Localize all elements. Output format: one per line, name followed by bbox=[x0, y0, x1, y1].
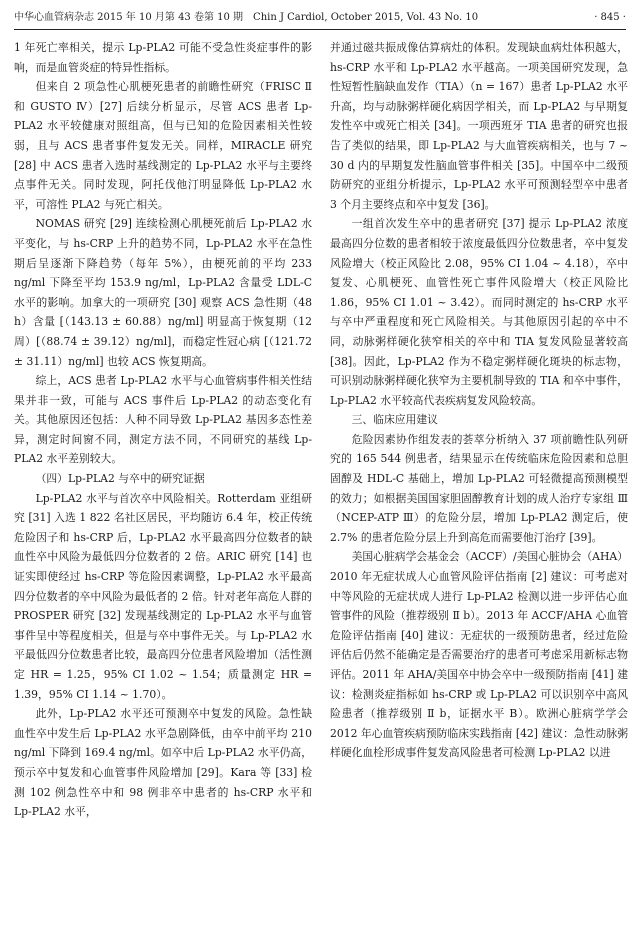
running-head bbox=[14, 9, 626, 27]
section-heading: 三、临床应用建议 bbox=[351, 413, 438, 427]
right-column bbox=[330, 38, 628, 763]
paragraph: 综上，ACS 患者 Lp-PLA2 水平与心血管病事件相关性结果并非一致，可能与 ACS 事件后 Lp-PLA2 的动态变化有关。其他原因还包括：人种不同导致 Lp-PLA2 基因多态性差异，测定时间窗不同，测定方法不同，不同研究的基线 Lp-PLA2 水平差别较大。 bbox=[14, 374, 312, 466]
paragraph: 美国心脏病学会基金会（ACCF）/美国心脏协会（AHA）2010 年无症状成人心血管风险评估指南 [2] 建议：可考虑对中等风险的无症状成人进行 Lp-PLA2 检测以进一步评估心血管事件的风险（推荐级别 Ⅱ b）。2013 年 ACCF/AHA 心血管危险评估指南 [40] 建议：无症状的一级预防患者，经过危险评估后仍然不能确定是否需要治疗的患者可考虑采用新标志物评估。2011 年 AHA/美国卒中协会卒中一级预防指南 [41] 建议：检测炎症指标如 hs-CRP 或 Lp-PLA2 可以识别卒中高风险患者（推荐级别 Ⅱ b，证据水平 B）。欧洲心脏病学学会 2012 年心血管疾病预防临床实践指南 [42] 建议：急性动脉粥样硬化血栓形成事件复发高风险患者可检测 Lp-PLA2 以进 bbox=[330, 550, 628, 760]
paragraph: 一组首次发生卒中的患者研究 [37] 提示 Lp-PLA2 浓度最高四分位数的患者相较于浓度最低四分位数患者，卒中复发风险增大（校正风险比 2.08，95% CI 1.04 ~ 4.18），卒中复发、心肌梗死、血管性死亡事件风险增大（校正风险比 1.86，95% CI 1.01 ~ 3.42）。而同时测定的 hs-CRP 水平与卒中严重程度和死亡风险相关。与其他原因引起的卒中不同，动脉粥样硬化狭窄相关的卒中和 TIA 复发风险显著较高 [38]。因此，Lp-PLA2 作为不稳定粥样硬化斑块的标志物，可识别动脉粥样硬化狭窄为主要机制导致的 TIA 和卒中事件，Lp-PLA2 水平较高代表疾病复发风险较高。 bbox=[330, 217, 628, 407]
paragraph: 但来自 2 项急性心肌梗死患者的前瞻性研究（FRISC Ⅱ 和 GUSTO Ⅳ）[27] 后续分析显示，尽管 ACS 患者 Lp-PLA2 水平较健康对照组高，但与已知的危险因素相关性较弱，且与 ACS 患者事件复发无关。同样，MIRACLE 研究 [28] 中 ACS 患者入选时基线测定的 Lp-PLA2 水平与主要终点事件无关。同时发现，阿托伐他汀明显降低 Lp-PLA2 水平，可溶性 PLA2 与死亡相关。 bbox=[14, 80, 312, 211]
paragraph: 并通过磁共振成像估算病灶的体积。发现缺血病灶体积越大，hs-CRP 水平和 Lp-PLA2 水平越高。一项美国研究发现，急性短暂性脑缺血发作（TIA）（n = 167）患者 Lp-PLA2 水平升高，均与动脉粥样硬化病因学相关，而 Lp-PLA2 与早期复发性卒中或死亡相关 [34]。一项西班牙 TIA 患者的研究也报告了类似的结果，即 Lp-PLA2 与大血管疾病相关，也与 7 ~ 30 d 内的早期复发性脑血管事件相关 [35]。中国卒中二级预防研究的亚组分析提示，Lp-PLA2 水平可预测轻型卒中患者 3 个月主要终点和卒中复发 [36]。 bbox=[330, 41, 628, 211]
journal-citation: 中华心血管病杂志 2015 年 10 月第 43 卷第 10 期 Chin J Cardiol, October 2015, Vol. 43 No. 10 bbox=[14, 12, 479, 23]
paragraph: NOMAS 研究 [29] 连续检测心肌梗死前后 Lp-PLA2 水平变化，与 hs-CRP 上升的趋势不同，Lp-PLA2 水平在急性期后呈逐渐下降趋势（每年 5%），由梗死前的平均 233 ng/ml 下降至平均 153.9 ng/ml，Lp-PLA2 含量受 LDL-C 水平的影响。加拿大的一项研究 [30] 观察 ACS 急性期（48 h）含量 [（143.13 ± 60.88）ng/ml] 明显高于恢复期（12 周）[（88.74 ± 39.12）ng/ml]，而稳定性冠心病 [（121.72 ± 31.11）ng/ml] 也较 ACS 恢复期高。 bbox=[14, 217, 312, 368]
paragraph: Lp-PLA2 水平与首次卒中风险相关。Rotterdam 亚组研究 [31] 入选 1 822 名社区居民，平均随访 6.4 年，校正传统危险因子和 hs-CRP 后，Lp-PLA2 水平最高四分位数者的缺血性卒中风险为最低四分位数者的 2 倍。ARIC 研究 [14] 也证实即使经过 hs-CRP 等危险因素调整，Lp-PLA2 水平最高四分位数者的卒中风险为最低者的 2 倍。针对老年高危人群的 PROSPER 研究 [32] 发现基线测定的 Lp-PLA2 水平与血管事件呈中等程度相关，但是与卒中事件无关。与 Lp-PLA2 水平最低四分位数患者比较，最高四分位患者风险增加（活性测定 HR = 1.25，95% CI 1.02 ~ 1.54；质量测定 HR = 1.39，95% CI 1.14 ~ 1.70）。 bbox=[14, 491, 312, 701]
page-number: · 845 · bbox=[594, 12, 626, 23]
subsection-heading: （四）Lp-PLA2 与卒中的研究证据 bbox=[35, 472, 205, 486]
paragraph: 1 年死亡率相关，提示 Lp-PLA2 可能不受急性炎症事件的影响，而是血管炎症的特异性指标。 bbox=[14, 41, 312, 74]
paragraph: 此外，Lp-PLA2 水平还可预测卒中复发的风险。急性缺血性卒中发生后 Lp-PLA2 水平急剧降低，由卒中前平均 210 ng/ml 下降到 169.4 ng/ml。如卒中后 Lp-PLA2 水平仍高，预示卒中复发和心血管事件风险增加 [29]。Kara 等 [33] 检测 102 例急性卒中和 98 例非卒中患者的 hs-CRP 水平和 Lp-PLA2 水平， bbox=[14, 707, 312, 819]
left-column bbox=[14, 38, 312, 822]
paragraph: 危险因素协作组发表的荟萃分析纳入 37 项前瞻性队列研究的 165 544 例患者，结果显示在传统临床危险因素和总胆固醇及 HDL-C 基础上，增加 Lp-PLA2 可轻微提高预测模型的效力；如根据美国国家胆固醇教育计划的成人治疗专家组 Ⅲ（NCEP-ATP Ⅲ）的危险分层，增加 Lp-PLA2 测定后，使 2.7% 的患者危险分层上升到高危而需要他汀治疗 [39]。 bbox=[330, 432, 628, 544]
header-rule bbox=[14, 29, 626, 30]
